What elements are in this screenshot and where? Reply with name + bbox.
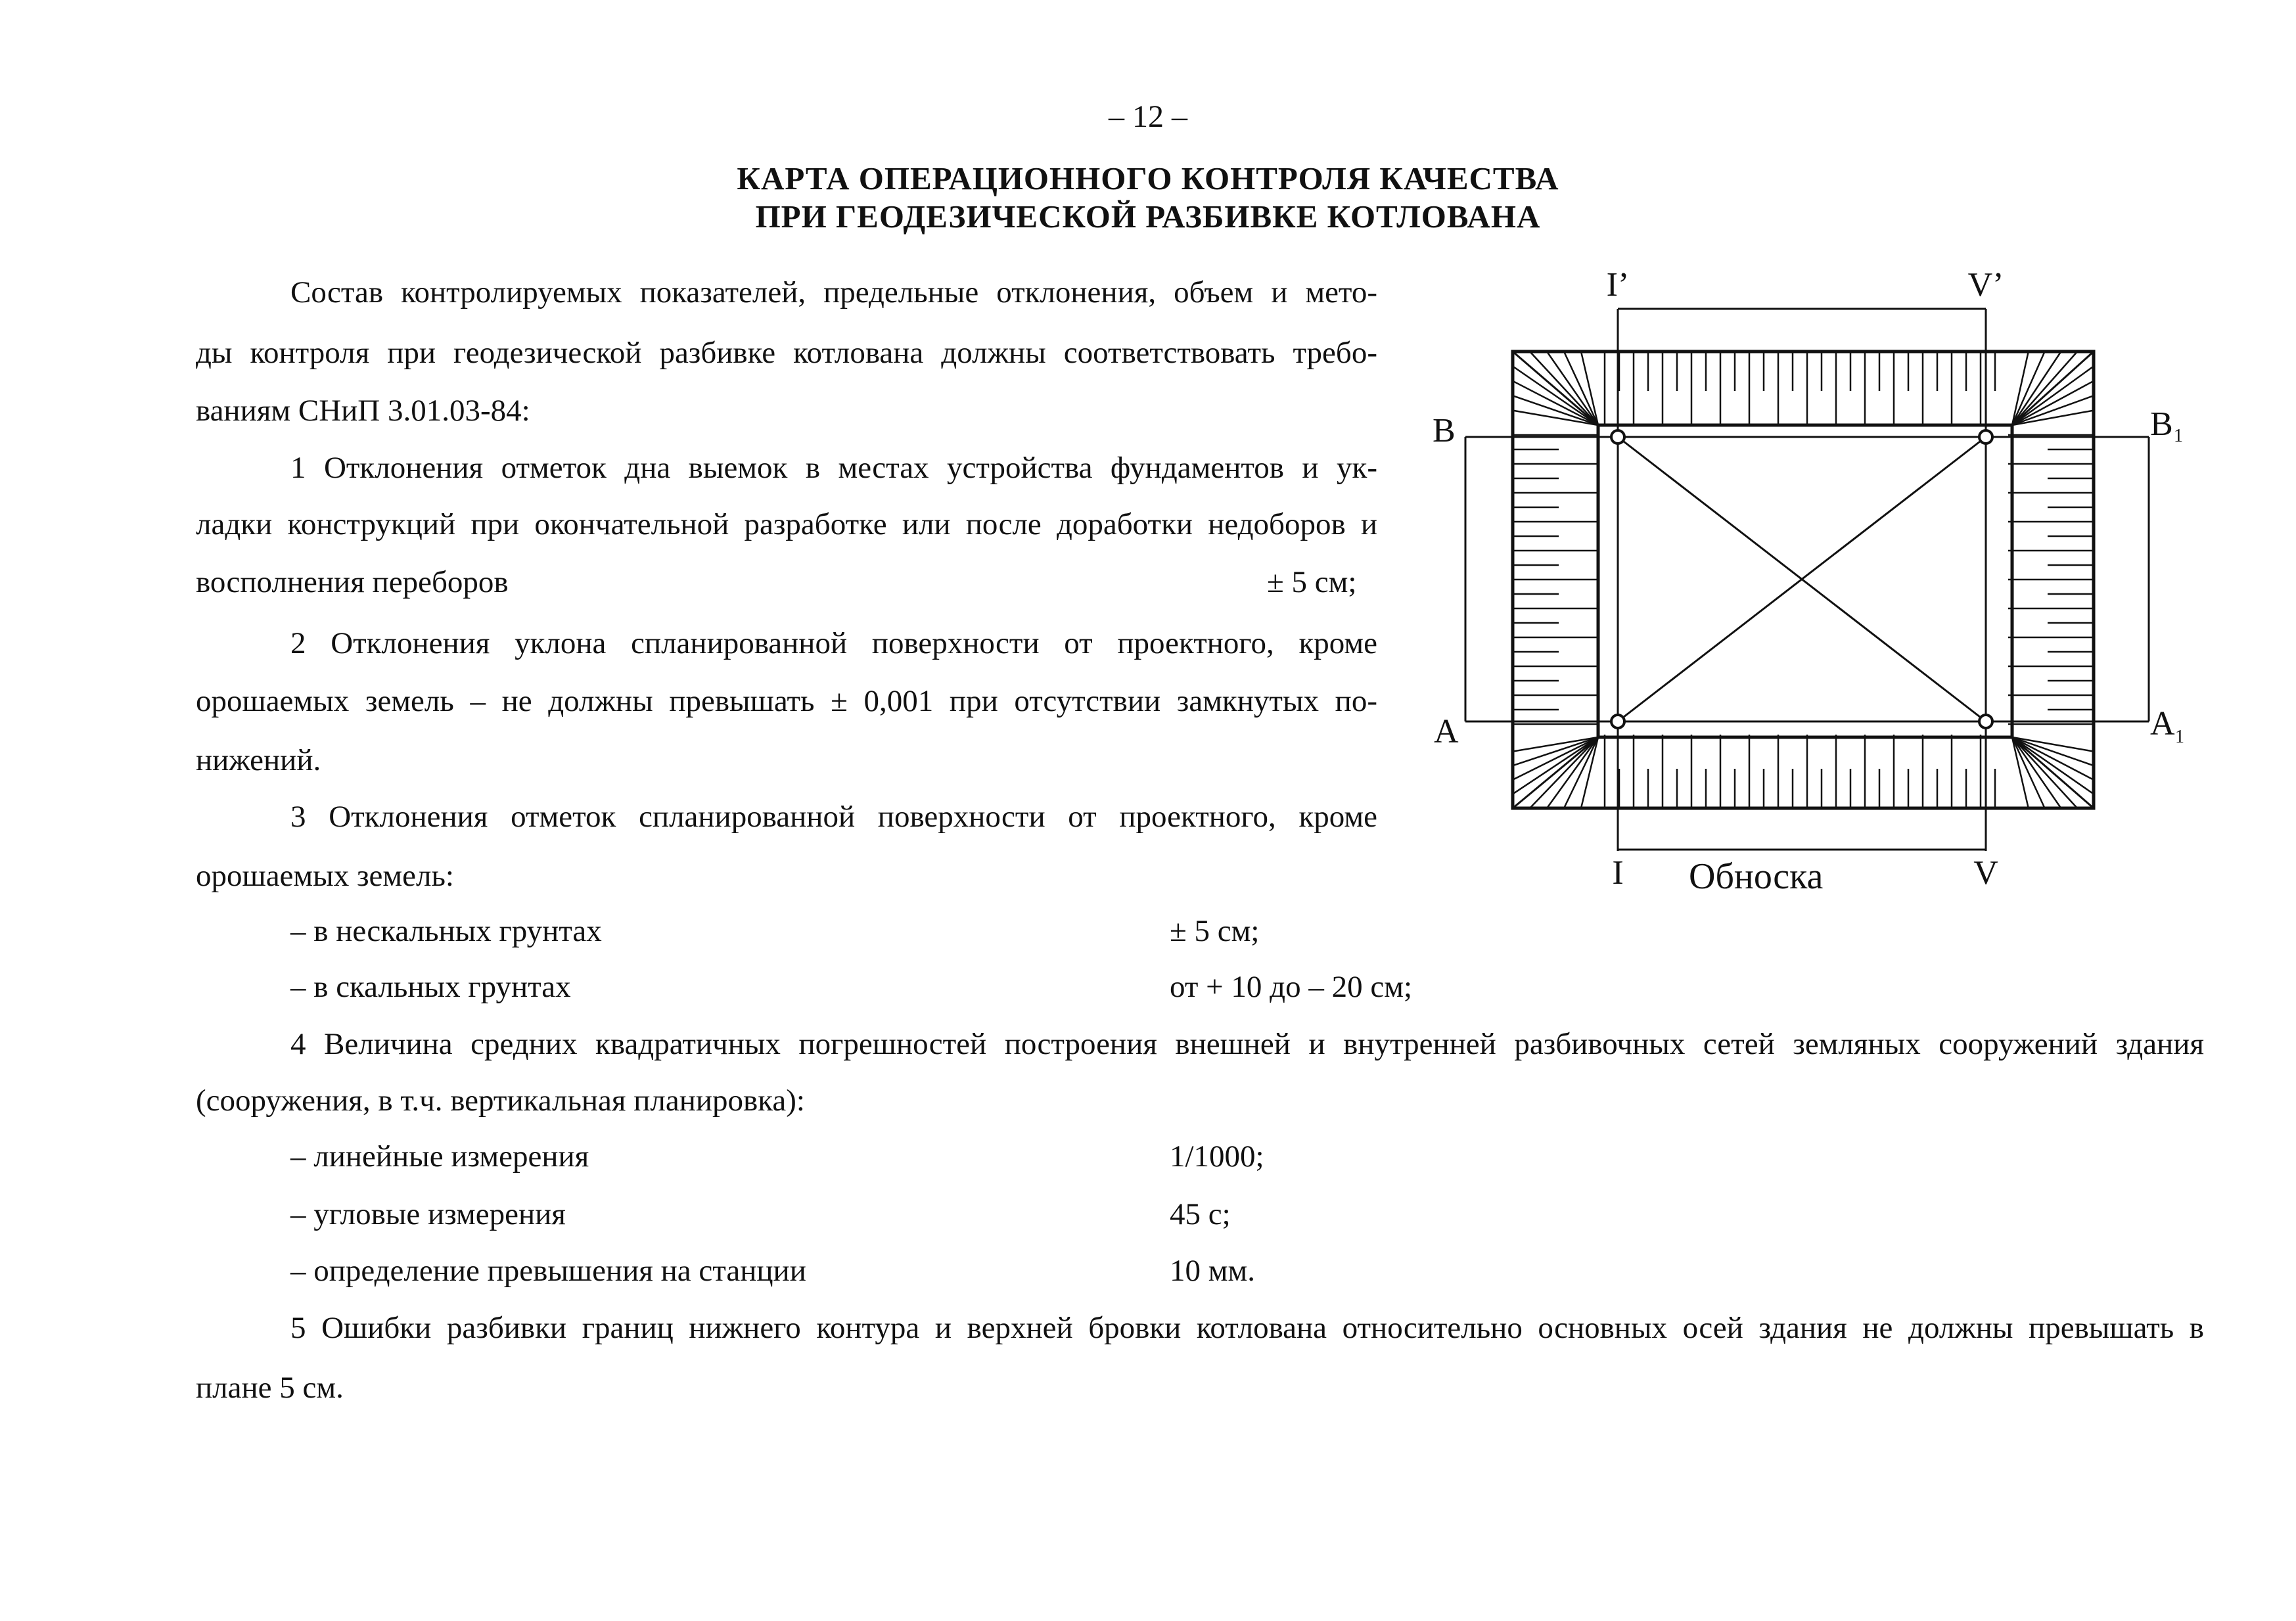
item3-line-1: 3 Отклонения отметок спланированной поверхности от проектного, кроме: [290, 800, 1377, 834]
item4-line-2: (сооружения, в т.ч. вертикальная планировка):: [196, 1084, 805, 1118]
survey-point: [1979, 430, 1992, 444]
item3-row-value: ± 5 см;: [1170, 914, 1260, 948]
item3-row-value: от + 10 до – 20 см;: [1170, 970, 1413, 1004]
intro-line-2: ды контроля при геодезической разбивке котлована должны соответствовать требо-: [196, 336, 1377, 370]
label-B1-subscript: 1: [2174, 426, 2183, 446]
item4-row-value: 45 с;: [1170, 1197, 1231, 1231]
item2-line-1: 2 Отклонения уклона спланированной поверхности от проектного, кроме: [290, 626, 1377, 660]
item5-line-2: плане 5 см.: [196, 1371, 344, 1405]
pit-layout-diagram: [1426, 263, 2201, 920]
label-A1-subscript: 1: [2175, 727, 2184, 747]
intro-line-3: ваниям СНиП 3.01.03-84:: [196, 394, 530, 428]
item4-row-label: – угловые измерения: [290, 1197, 566, 1231]
label-V: V: [1973, 854, 1998, 892]
label-I-prime: I’: [1606, 266, 1630, 304]
item1-line-1: 1 Отклонения отметок дна выемок в местах устройства фундаментов и ук-: [290, 451, 1377, 485]
survey-point: [1611, 430, 1624, 444]
item4-row-value: 1/1000;: [1170, 1139, 1264, 1174]
page-number: – 12 –: [1109, 99, 1187, 134]
label-A: A: [1434, 713, 1459, 750]
label-A1: A: [2150, 705, 2175, 742]
survey-point: [1979, 715, 1992, 728]
diagram-caption: Обноска: [1689, 856, 1824, 897]
item4-row-label: – линейные измерения: [290, 1139, 589, 1174]
survey-point: [1611, 715, 1624, 728]
item1-line-3: восполнения переборов: [196, 565, 509, 599]
item1-value: ± 5 см;: [1267, 565, 1357, 599]
title-line-2: ПРИ ГЕОДЕЗИЧЕСКОЙ РАЗБИВКЕ КОТЛОВАНА: [755, 198, 1541, 235]
item2-line-3: нижений.: [196, 743, 321, 777]
label-B: B: [1433, 412, 1456, 449]
item3-row-label: – в скальных грунтах: [290, 970, 571, 1004]
item2-line-2: орошаемых земель – не должны превышать ± 0,001 при отсутствии замкнутых по-: [196, 684, 1377, 718]
title-line-1: КАРТА ОПЕРАЦИОННОГО КОНТРОЛЯ КАЧЕСТВА: [737, 160, 1559, 196]
label-B1: B: [2150, 405, 2173, 443]
label-I: I: [1612, 854, 1624, 892]
item4-line-1: 4 Величина средних квадратичных погрешностей построения внешней и внутренней разбивочных сетей земляных сооружений здания: [290, 1027, 2204, 1061]
item4-row-value: 10 мм.: [1170, 1254, 1255, 1288]
label-V-prime: V’: [1967, 266, 2004, 304]
item1-line-2: ладки конструкций при окончательной разработке или после доработки недоборов и: [196, 507, 1377, 541]
item4-row-label: – определение превышения на станции: [290, 1254, 806, 1288]
item3-line-2: орошаемых земель:: [196, 859, 454, 893]
intro-line-1: Состав контролируемых показателей, предельные отклонения, объем и мето-: [290, 275, 1377, 309]
item5-line-1: 5 Ошибки разбивки границ нижнего контура и верхней бровки котлована относительно основных осей здания не должны превышать в: [290, 1311, 2204, 1345]
item3-row-label: – в нескальных грунтах: [290, 914, 602, 948]
